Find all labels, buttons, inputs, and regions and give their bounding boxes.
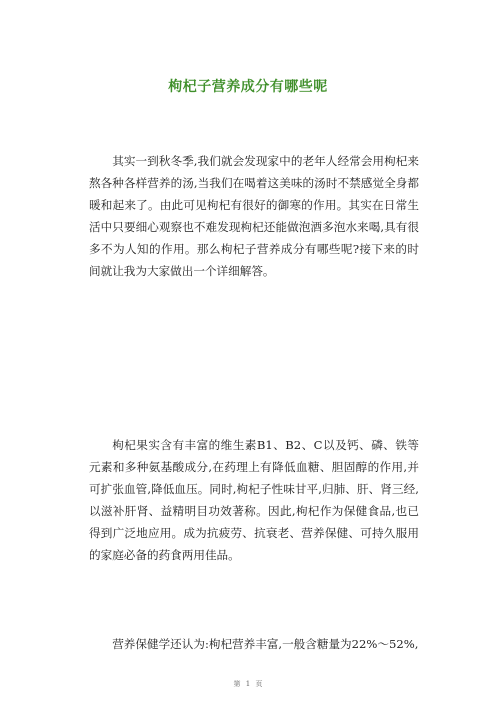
paragraph-health: 营养保健学还认为:枸杞营养丰富,一般含糖量为22%～52%, <box>112 637 419 651</box>
page-number: 1 <box>245 680 251 688</box>
paragraph-intro: 其实一到秋冬季,我们就会发现家中的老年人经常会用枸杞来熬各种各样营养的汤,当我们在喝着这美味的汤时不禁感觉全身都暖和起来了。由此可见枸杞有很好的御寒的作用。其实在日常生活中只要细心观察也不难发现枸杞还能做泡酒多泡水来喝,具有很多不为人知的作用。那么枸杞子营养成分有哪些呢?接下来的时间就让我为大家做出一个详细解答。 <box>89 154 419 278</box>
document-title: 枸杞子营养成分有哪些呢 <box>168 79 328 95</box>
paragraph-nutrients: 枸杞果实含有丰富的维生素B1、B2、C以及钙、磷、铁等元素和多种氨基酸成分,在药理上有降低血糖、胆固醇的作用,并可扩张血管,降低血压。同时,枸杞子性味甘平,归肺、肝、肾三经,以滋补肝肾、益精明目功效著称。因此,枸杞作为保健食品,也已得到广泛地应用。成为抗疲劳、抗衰老、营养保健、可持久服用的家庭必备的药食两用佳品。 <box>89 438 419 562</box>
page-footer <box>0 679 496 689</box>
footer-prefix: 第 <box>233 680 241 688</box>
footer-suffix: 页 <box>255 680 263 688</box>
